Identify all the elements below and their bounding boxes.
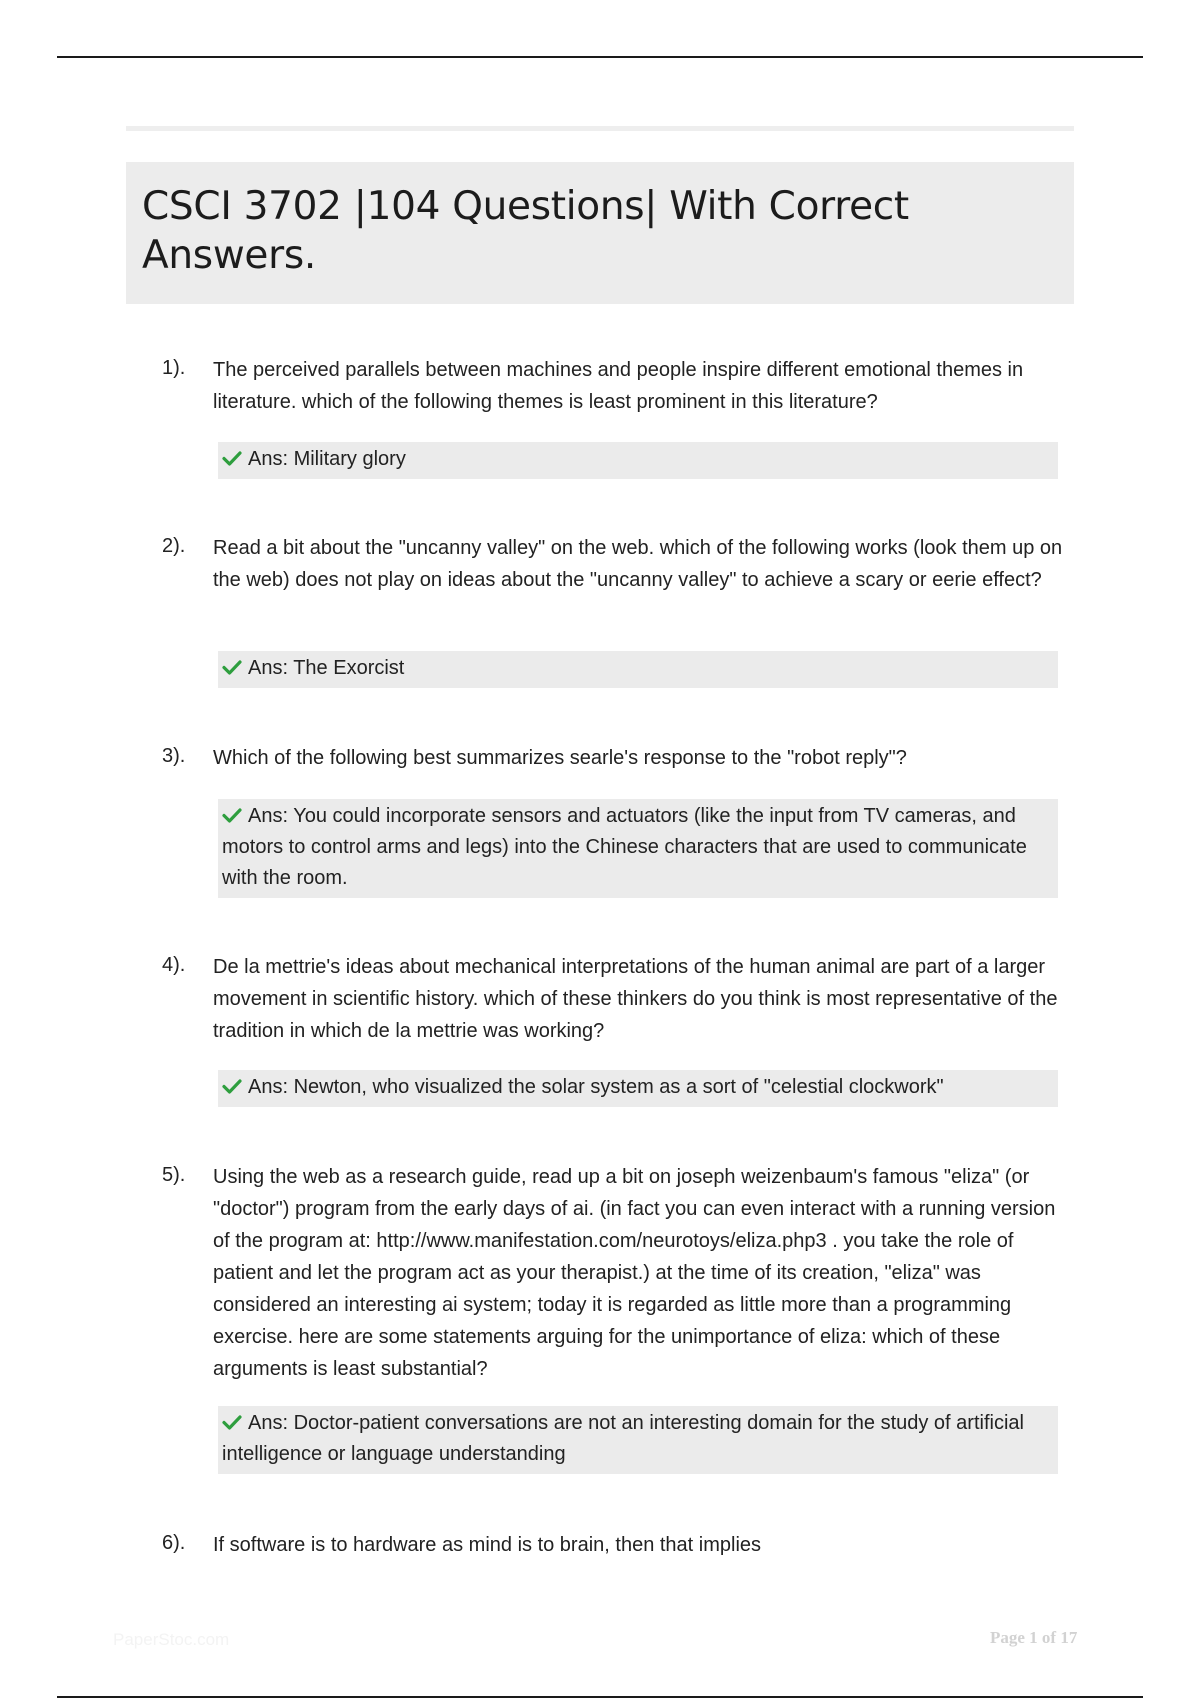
- question-text: Which of the following best summarizes searle's response to the "robot reply"?: [213, 747, 907, 769]
- question-number: 3).: [162, 745, 186, 767]
- question-number: 6).: [162, 1532, 186, 1554]
- question-number: 5).: [162, 1164, 186, 1186]
- answer-box: [218, 1070, 1058, 1107]
- question-number: 2).: [162, 535, 186, 557]
- question-text: The perceived parallels between machines and people inspire different emotional themes in literature. which of the following themes is least prominent in this literature?: [213, 359, 1024, 413]
- document-title: CSCI 3702 |104 Questions| With Correct Answers.: [142, 184, 909, 278]
- answer-text: Ans: The Exorcist: [248, 657, 405, 679]
- check-icon: [222, 1409, 242, 1425]
- answer-text: Ans: Military glory: [248, 448, 406, 470]
- answer-text: Ans: Doctor-patient conversations are not an interesting domain for the study of artificial intelligence or language understanding: [222, 1412, 1024, 1465]
- answer-text: Ans: Newton, who visualized the solar system as a sort of "celestial clockwork": [248, 1076, 944, 1098]
- question-text: De la mettrie's ideas about mechanical interpretations of the human animal are part of a larger movement in scientific history. which of these thinkers do you think is most representative of the tradition in which de la mettrie was working?: [213, 956, 1058, 1042]
- check-icon: [222, 802, 242, 818]
- page-number: Page 1 of 17: [990, 1628, 1078, 1647]
- question-number: 1).: [162, 357, 186, 379]
- answer-box: [218, 799, 1058, 898]
- question-text: Using the web as a research guide, read up a bit on joseph weizenbaum's famous "eliza" (or "doctor") program from the early days of ai. (in fact you can even interact with a running version of the program at: http://www.manifestation.com/neurotoys/eliza.php3 . you take the role of patient and let the program act as your therapist.) at the time of its creation, "eliza" was considered an interesting ai system; today it is regarded as little more than a programming exercise. here are some statements arguing for the unimportance of eliza: which of these arguments is least substantial?: [213, 1166, 1056, 1380]
- check-icon: [222, 654, 242, 670]
- check-icon: [222, 1073, 242, 1089]
- answer-text: Ans: You could incorporate sensors and actuators (like the input from TV cameras, and motors to control arms and legs) into the Chinese characters that are used to communicate with the room.: [222, 805, 1027, 889]
- answer-box: [218, 651, 1058, 688]
- footer-watermark: PaperStoc.com: [113, 1630, 230, 1649]
- answer-box: [218, 442, 1058, 479]
- question-text: If software is to hardware as mind is to brain, then that implies: [213, 1534, 762, 1556]
- answer-box: [218, 1406, 1058, 1474]
- question-text: Read a bit about the "uncanny valley" on the web. which of the following works (look them up on the web) does not play on ideas about the "uncanny valley" to achieve a scary or eerie effect?: [213, 537, 1063, 591]
- bottom-rule: [57, 1696, 1143, 1698]
- question-number: 4).: [162, 954, 186, 976]
- check-icon: [222, 445, 242, 461]
